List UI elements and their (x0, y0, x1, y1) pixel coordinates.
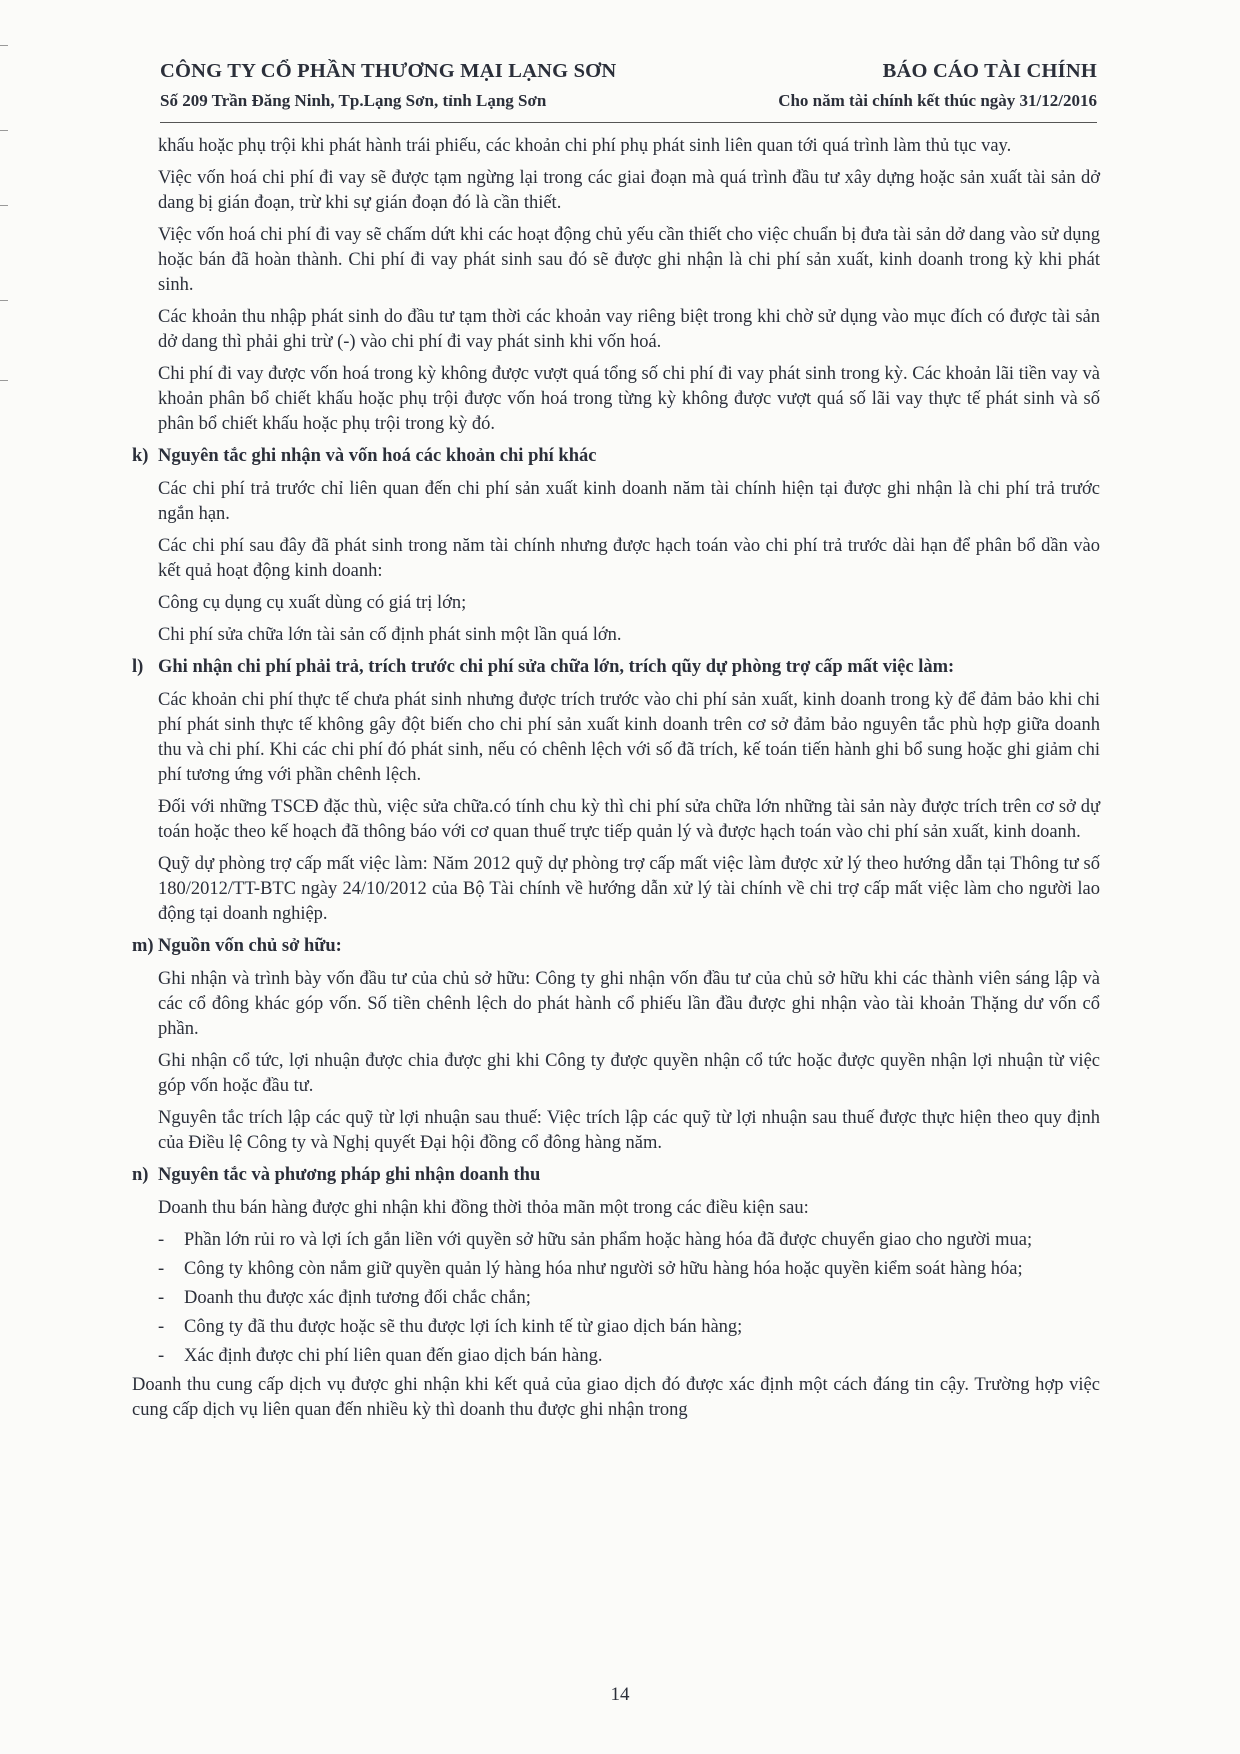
section-title: Ghi nhận chi phí phải trả, trích trước chi phí sửa chữa lớn, trích qũy dự phòng trợ cấp mất việc làm: (158, 657, 955, 677)
bullet-dash: - (158, 1288, 165, 1308)
paragraph: Việc vốn hoá chi phí đi vay sẽ chấm dứt khi các hoạt động chủ yếu cần thiết cho việc chuẩn bị đưa tài sản dở dang vào sử dụng hoặc bán đã hoàn thành. Chi phí đi vay phát sinh sau đó sẽ được ghi nhận là chi phí sản xuất, kinh doanh trong kỳ khi phát sinh. (158, 225, 1100, 295)
list-item-text: Phần lớn rủi ro và lợi ích gắn liền với quyền sở hữu sản phẩm hoặc hàng hóa đã được chuyển giao cho người mua; (184, 1230, 1033, 1250)
paragraph: Đối với những TSCĐ đặc thù, việc sửa chữa.có tính chu kỳ thì chi phí sửa chữa lớn những tài sản này được trích trên cơ sở dự toán hoặc theo kế hoạch đã thông báo với cơ quan thuế trực tiếp quản lý và được hạch toán vào chi phí sản xuất, kinh doanh. (158, 797, 1100, 842)
bullet-dash: - (158, 1230, 165, 1250)
paragraph: Các chi phí trả trước chỉ liên quan đến chi phí sản xuất kinh doanh năm tài chính hiện tại được ghi nhận là chi phí trả trước ngắn hạn. (158, 479, 1100, 524)
document-body (132, 134, 1100, 1430)
paragraph: Việc vốn hoá chi phí đi vay sẽ được tạm ngừng lại trong các giai đoạn mà quá trình đầu tư xây dựng hoặc sản xuất tài sản dở dang bị gián đoạn, trừ khi sự gián đoạn đó là cần thiết. (158, 168, 1100, 213)
paragraph: Quỹ dự phòng trợ cấp mất việc làm: Năm 2012 quỹ dự phòng trợ cấp mất việc làm được xử lý theo hướng dẫn tại Thông tư số 180/2012/TT-BTC ngày 24/10/2012 của Bộ Tài chính về hướng dẫn xử lý tài chính về chi trợ cấp mất việc làm cho người lao động tại doanh nghiệp. (158, 854, 1100, 924)
company-name: CÔNG TY CỔ PHẦN THƯƠNG MẠI LẠNG SƠN (160, 60, 617, 82)
bullet-dash: - (158, 1259, 165, 1279)
paragraph: Chi phí sửa chữa lớn tài sản cố định phát sinh một lần quá lớn. (158, 625, 622, 645)
section-title: Nguyên tắc ghi nhận và vốn hoá các khoản chi phí khác (158, 446, 597, 466)
list-item-text: Xác định được chi phí liên quan đến giao dịch bán hàng. (184, 1346, 603, 1366)
section-label: l) (132, 657, 144, 677)
section-heading-k (132, 444, 1100, 469)
scan-edge-mark (0, 205, 8, 206)
paragraph: Doanh thu cung cấp dịch vụ được ghi nhận khi kết quả của giao dịch đó được xác định một cách đáng tin cậy. Trường hợp việc cung cấp dịch vụ liên quan đến nhiều kỳ thì doanh thu được ghi nhận trong (132, 1375, 1100, 1420)
report-title: BÁO CÁO TÀI CHÍNH (882, 60, 1097, 82)
list-item-text: Doanh thu được xác định tương đối chắc chắn; (184, 1288, 531, 1308)
list-item (158, 1228, 1100, 1253)
section-label: k) (132, 446, 149, 466)
paragraph: Chi phí đi vay được vốn hoá trong kỳ không được vượt quá tổng số chi phí đi vay phát sinh trong kỳ. Các khoản lãi tiền vay và khoản phân bổ chiết khấu hoặc phụ trội được vốn hoá trong từng kỳ không được vượt quá số lãi vay thực tế phát sinh và số phân bổ chiết khấu hoặc phụ trội trong kỳ đó. (158, 364, 1100, 434)
section-title: Nguyên tắc và phương pháp ghi nhận doanh thu (158, 1165, 541, 1185)
list-item-text: Công ty không còn nắm giữ quyền quản lý hàng hóa như người sở hữu hàng hóa hoặc quyền kiểm soát hàng hóa; (184, 1259, 1023, 1279)
paragraph: Nguyên tắc trích lập các quỹ từ lợi nhuận sau thuế: Việc trích lập các quỹ từ lợi nhuận sau thuế được thực hiện theo quy định của Điều lệ Công ty và Nghị quyết Đại hội đồng cổ đông hàng năm. (158, 1108, 1100, 1153)
section-label: m) (132, 936, 154, 956)
paragraph: Các khoản thu nhập phát sinh do đầu tư tạm thời các khoản vay riêng biệt trong khi chờ sử dụng vào mục đích có được tài sản dở dang thì phải ghi trừ (-) vào chi phí đi vay phát sinh khi vốn hoá. (158, 307, 1100, 352)
list-item (158, 1344, 1100, 1369)
company-address: Số 209 Trần Đăng Ninh, Tp.Lạng Sơn, tỉnh Lạng Sơn (160, 91, 547, 110)
paragraph: Các khoản chi phí thực tế chưa phát sinh nhưng được trích trước vào chi phí sản xuất, kinh doanh trong kỳ để đảm bảo khi chi phí phát sinh thực tế không gây đột biến cho chi phí sản xuất kinh doanh trên cơ sở đảm bảo nguyên tắc phù hợp giữa doanh thu và chi phí. Khi các chi phí đó phát sinh, nếu có chênh lệch với số đã trích, kế toán tiến hành ghi bổ sung hoặc ghi giảm chi phí tương ứng với phần chênh lệch. (158, 690, 1100, 785)
scan-edge-mark (0, 45, 8, 46)
section-label: n) (132, 1165, 149, 1185)
bullet-dash: - (158, 1317, 165, 1337)
section-heading-l (132, 655, 1100, 680)
scan-edge-mark (0, 300, 8, 301)
scan-edge-mark (0, 130, 8, 131)
paragraph: Công cụ dụng cụ xuất dùng có giá trị lớn; (158, 593, 467, 613)
list-item (158, 1257, 1100, 1282)
section-title: Nguồn vốn chủ sở hữu: (158, 936, 342, 956)
bullet-dash: - (158, 1346, 165, 1366)
paragraph: Ghi nhận cổ tức, lợi nhuận được chia được ghi khi Công ty được quyền nhận cổ tức hoặc được quyền nhận lợi nhuận từ việc góp vốn hoặc đầu tư. (158, 1051, 1100, 1096)
page-number: 14 (610, 1684, 630, 1705)
list-item (158, 1286, 1100, 1311)
section-heading-n (132, 1163, 1100, 1188)
paragraph: khấu hoặc phụ trội khi phát hành trái phiếu, các khoản chi phí phụ phát sinh liên quan tới quá trình làm thủ tục vay. (158, 136, 1012, 156)
paragraph: Các chi phí sau đây đã phát sinh trong năm tài chính nhưng được hạch toán vào chi phí trả trước dài hạn để phân bổ dần vào kết quả hoạt động kinh doanh: (158, 536, 1100, 581)
scan-edge-mark (0, 380, 8, 381)
section-heading-m (132, 934, 1100, 959)
paragraph: Doanh thu bán hàng được ghi nhận khi đồng thời thỏa mãn một trong các điều kiện sau: (158, 1198, 809, 1218)
paragraph: Ghi nhận và trình bày vốn đầu tư của chủ sở hữu: Công ty ghi nhận vốn đầu tư của chủ sở hữu khi các thành viên sáng lập và các cổ đông khác góp vốn. Số tiền chênh lệch do phát hành cổ phiếu lần đầu được ghi nhận vào tài khoản Thặng dư vốn cổ phần. (158, 969, 1100, 1039)
list-item-text: Công ty đã thu được hoặc sẽ thu được lợi ích kinh tế từ giao dịch bán hàng; (184, 1317, 743, 1337)
report-period: Cho năm tài chính kết thúc ngày 31/12/2016 (778, 91, 1097, 110)
list-item (158, 1315, 1100, 1340)
page-header (160, 60, 1097, 123)
